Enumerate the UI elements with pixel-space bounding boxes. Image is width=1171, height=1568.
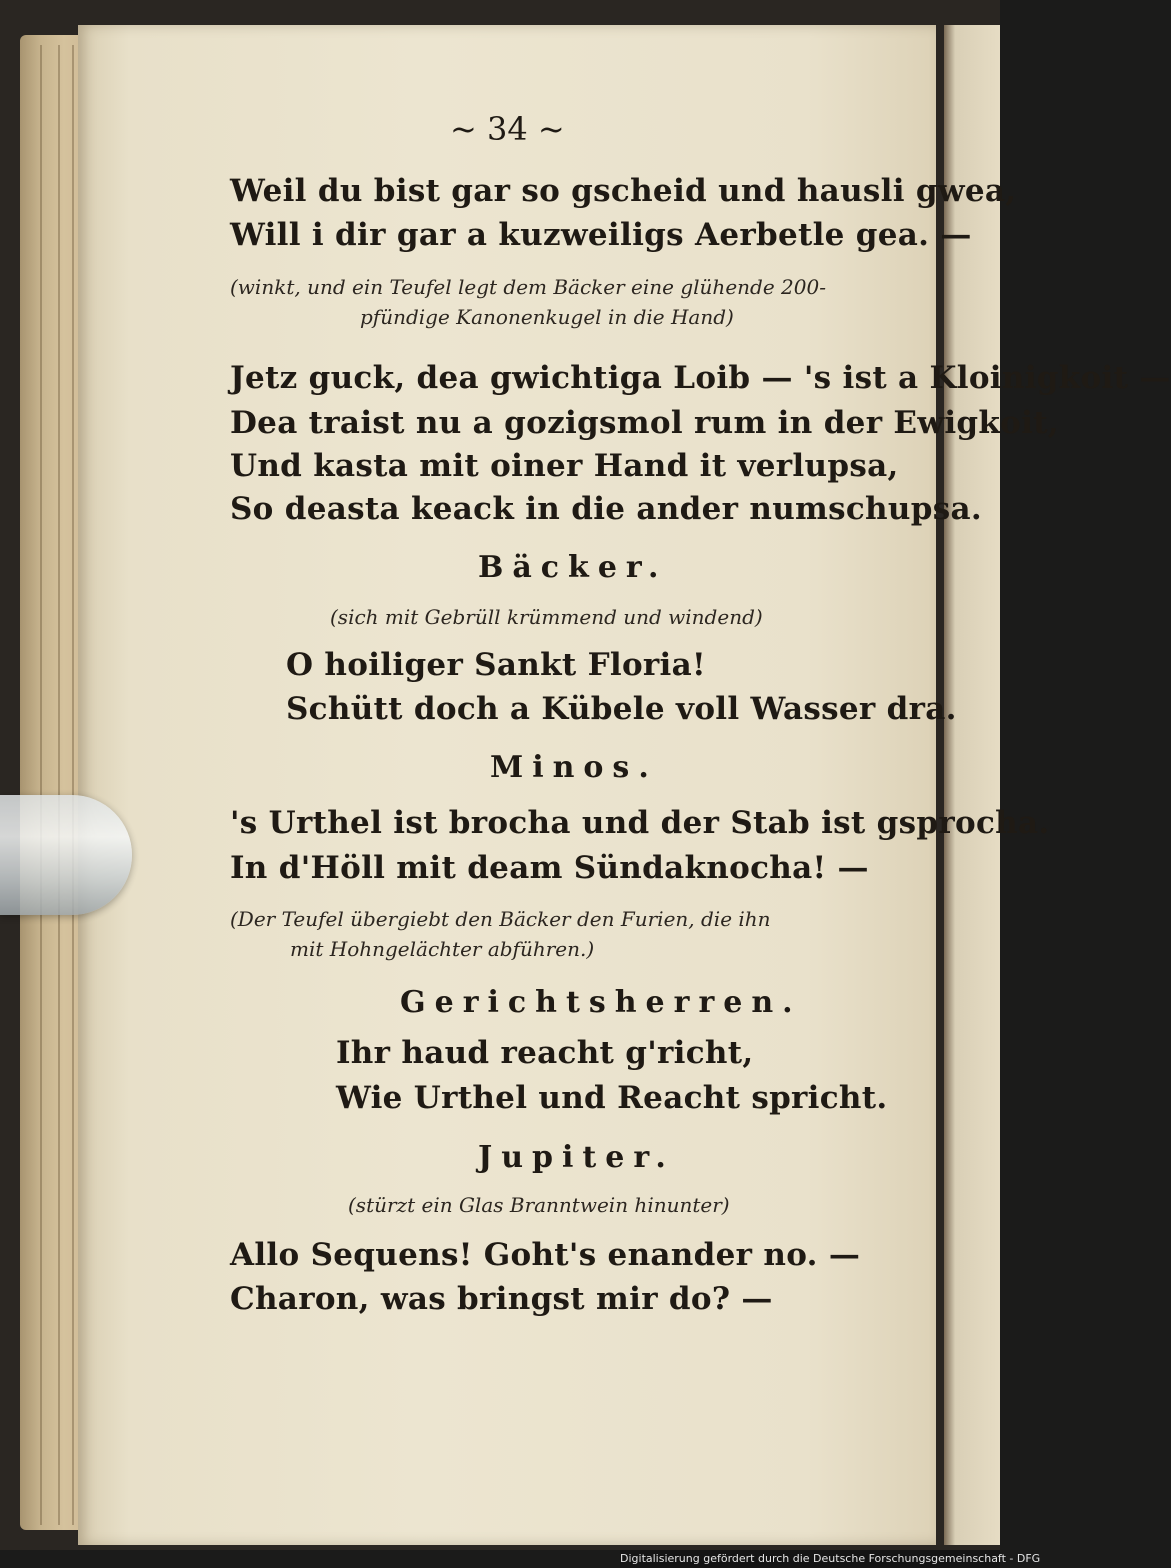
page-number: ~ 34 ~ [450,110,565,148]
digitization-credit: Digitalisierung gefördert durch die Deutsche Forschungsgemeinschaft - DFG [620,1550,1000,1568]
stage-direction: pfündige Kanonenkugel in die Hand) [360,305,734,329]
verse-line: Dea traist nu a gozigsmol rum in der Ewigkoit, [230,405,1059,441]
stage-direction: (winkt, und ein Teufel legt dem Bäcker eine glühende 200- [230,275,826,299]
adjacent-page [944,25,1000,1545]
verse-line: In d'Höll mit deam Sündaknocha! — [230,850,869,886]
verse-line: Und kasta mit oiner Hand it verlupsa, [230,448,899,484]
verse-line: So deasta keack in die ander numschupsa. [230,491,982,527]
verse-line: Schütt doch a Kübele voll Wasser dra. [286,691,957,727]
book-page [78,25,1171,1545]
verse-line: Ihr haud reacht g'richt, [336,1035,754,1071]
verse-line: 's Urthel ist brocha und der Stab ist gsprocha. [230,805,1050,841]
stage-direction: (Der Teufel übergiebt den Bäcker den Furien, die ihn [230,907,771,931]
verse-line: Wie Urthel und Reacht spricht. [336,1080,888,1116]
verse-line: Charon, was bringst mir do? — [230,1281,773,1317]
stage-direction: (sich mit Gebrüll krümmend und windend) [330,605,763,629]
verse-line: Will i dir gar a kuzweiligs Aerbetle gea. — [230,217,972,253]
speaker-name: Gerichtsherren. [400,985,802,1020]
stage-direction: (stürzt ein Glas Branntwein hinunter) [348,1193,730,1217]
verse-line: Weil du bist gar so gscheid und hausli gwea, [230,173,1017,209]
speaker-name: Jupiter. [478,1140,675,1175]
page-clip [0,795,132,915]
verse-line: Allo Sequens! Goht's enander no. — [230,1237,861,1273]
stage-direction: mit Hohngelächter abführen.) [290,937,595,961]
verse-line: O hoiliger Sankt Floria! [286,647,706,683]
page-edge-line [72,45,74,1525]
verse-line: Jetz guck, dea gwichtiga Loib — 's ist a Kloinigkoit — [230,360,1171,396]
speaker-name: Bäcker. [478,550,668,585]
page-edge-line [40,45,42,1525]
page-edge-line [58,45,60,1525]
speaker-name: Minos. [490,750,658,785]
